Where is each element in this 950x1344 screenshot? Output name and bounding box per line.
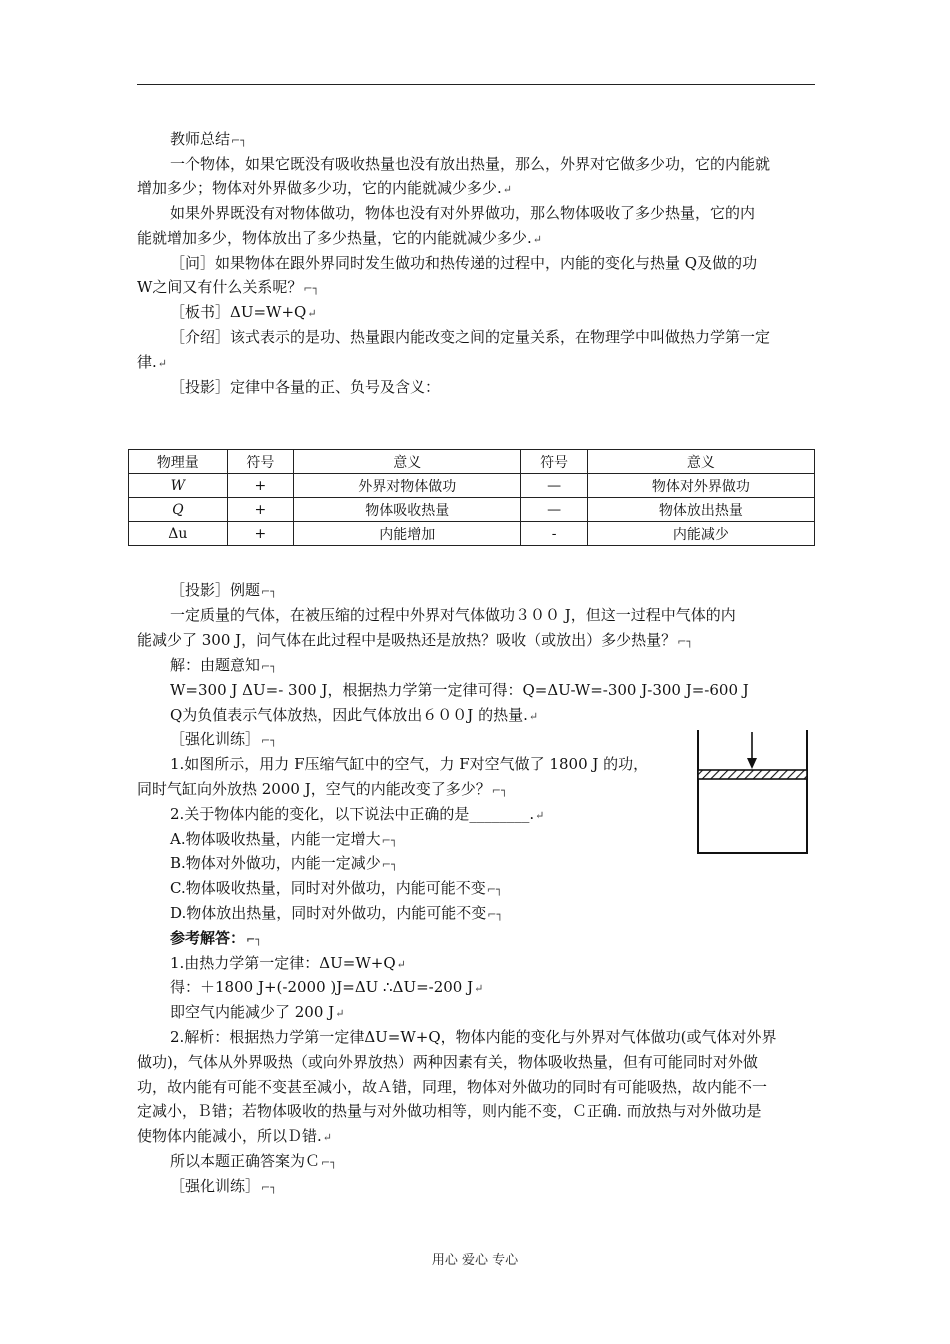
paragraph-line: 1.由热力学第一定律：ΔU=W+Q↵ bbox=[170, 954, 406, 972]
paragraph-line: 做功)，气体从外界吸热（或向外界放热）两种因素有关，物体吸收热量，但有可能同时对外做 bbox=[137, 1053, 758, 1071]
paragraph-line: 能减少了 300 J，问气体在此过程中是吸热还是放热？吸收（或放出）多少热量？⌐┐ bbox=[137, 631, 694, 649]
header-rule bbox=[137, 84, 815, 85]
paragraph-line: 一个物体，如果它既没有吸收热量也没有放出热量，那么，外界对它做多少功，它的内能就 bbox=[170, 155, 771, 173]
answer-heading: 参考解答：⌐┐ bbox=[170, 929, 262, 947]
sign-table bbox=[128, 449, 815, 546]
table-cell: + bbox=[227, 522, 294, 546]
table-cell: 内能减少 bbox=[587, 522, 814, 546]
paragraph-line: 功，故内能有可能不变甚至减小，故Ａ错，同理，物体对外做功的同时有可能吸热，故内能不一 bbox=[137, 1078, 768, 1096]
option-line: B.物体对外做功，内能一定减少⌐┐ bbox=[170, 854, 398, 872]
table-row bbox=[129, 498, 815, 522]
paragraph-line: 同时气缸向外放热 2000 J，空气的内能改变了多少？⌐┐ bbox=[137, 780, 508, 798]
table-row bbox=[129, 522, 815, 546]
page-footer: 用心 爱心 专心 bbox=[431, 1253, 519, 1268]
paragraph-line: 教师总结⌐┐ bbox=[170, 130, 247, 148]
table-cell: + bbox=[227, 474, 294, 498]
table-cell: Q bbox=[129, 498, 228, 522]
paragraph-line: 定减小，Ｂ错；若物体吸收的热量与对外做功相等，则内能不变，Ｃ正确. 而放热与对外做功是 bbox=[137, 1102, 762, 1120]
paragraph-line: ［投影］定律中各量的正、负号及含义： bbox=[170, 378, 441, 396]
table-cell: 物体对外界做功 bbox=[587, 474, 814, 498]
table-cell: 外界对物体做功 bbox=[294, 474, 521, 498]
table-header-cell: 符号 bbox=[227, 450, 294, 474]
paragraph-line: 2.关于物体内能的变化，以下说法中正确的是________.↵ bbox=[170, 805, 545, 823]
table-header-cell: 意义 bbox=[587, 450, 814, 474]
paragraph-line: ［介绍］该式表示的是功、热量跟内能改变之间的定量关系，在物理学中叫做热力学第一定 bbox=[170, 328, 771, 346]
paragraph-line: ［板书］ΔU=W+Q↵ bbox=[170, 303, 317, 321]
paragraph-line: 一定质量的气体，在被压缩的过程中外界对气体做功３００ J，但这一过程中气体的内 bbox=[170, 606, 736, 624]
paragraph-line: 所以本题正确答案为Ｃ⌐┐ bbox=[170, 1152, 337, 1170]
table-cell: W bbox=[129, 474, 228, 498]
table-cell: + bbox=[227, 498, 294, 522]
paragraph-line: ［问］如果物体在跟外界同时发生做功和热传递的过程中，内能的变化与热量 Q及做的功 bbox=[170, 254, 758, 272]
paragraph-line: 能就增加多少，物体放出了多少热量，它的内能就减少多少.↵ bbox=[137, 229, 542, 247]
table-cell: — bbox=[521, 498, 588, 522]
table-cell: - bbox=[521, 522, 588, 546]
table-cell: 物体吸收热量 bbox=[294, 498, 521, 522]
option-line: A.物体吸收热量，内能一定增大⌐┐ bbox=[170, 830, 398, 848]
paragraph-line: W=300 J ΔU=- 300 J，根据热力学第一定律可得：Q=ΔU-W=-300 J-300 J=-600 J bbox=[170, 681, 749, 699]
piston bbox=[698, 770, 807, 779]
paragraph-line: 使物体内能减小，所以Ｄ错.↵ bbox=[137, 1127, 332, 1145]
table-header-cell: 意义 bbox=[294, 450, 521, 474]
table-header-cell: 物理量 bbox=[129, 450, 228, 474]
paragraph-line: 得：＋1800 J+(-2000 )J=ΔU ∴ΔU=-200 J↵ bbox=[170, 978, 484, 996]
cylinder-piston-figure bbox=[695, 726, 815, 858]
table-cell: 内能增加 bbox=[294, 522, 521, 546]
option-line: D.物体放出热量，同时对外做功，内能可能不变⌐┐ bbox=[170, 904, 504, 922]
paragraph-line: ［强化训练］⌐┐ bbox=[170, 1177, 277, 1195]
table-cell: Δu bbox=[129, 522, 228, 546]
table-cell: 物体放出热量 bbox=[587, 498, 814, 522]
paragraph-line: 增加多少；物体对外界做多少功，它的内能就减少多少.↵ bbox=[137, 179, 512, 197]
table-cell: — bbox=[521, 474, 588, 498]
paragraph-line: ［强化训练］⌐┐ bbox=[170, 730, 277, 748]
paragraph-line: 即空气内能减少了 200 J↵ bbox=[170, 1003, 345, 1021]
paragraph-line: 2.解析：根据热力学第一定律ΔU=W+Q，物体内能的变化与外界对气体做功(或气体对外界 bbox=[170, 1028, 777, 1046]
table-header-row bbox=[129, 450, 815, 474]
paragraph-line: ［投影］例题⌐┐ bbox=[170, 581, 277, 599]
table-header-cell: 符号 bbox=[521, 450, 588, 474]
paragraph-line: 1.如图所示，用力 F压缩气缸中的空气，力 F对空气做了 1800 J 的功， bbox=[170, 755, 649, 773]
paragraph-line: W之间又有什么关系呢？⌐┐ bbox=[137, 278, 320, 296]
paragraph-line: 解：由题意知⌐┐ bbox=[170, 656, 277, 674]
paragraph-line: 律.↵ bbox=[137, 353, 167, 371]
paragraph-line: Q为负值表示气体放热，因此气体放出６００J 的热量.↵ bbox=[170, 706, 539, 724]
option-line: C.物体吸收热量，同时对外做功，内能可能不变⌐┐ bbox=[170, 879, 503, 897]
table-row bbox=[129, 474, 815, 498]
arrowhead-icon bbox=[747, 758, 757, 769]
paragraph-line: 如果外界既没有对物体做功，物体也没有对外界做功，那么物体吸收了多少热量，它的内 bbox=[170, 204, 756, 222]
